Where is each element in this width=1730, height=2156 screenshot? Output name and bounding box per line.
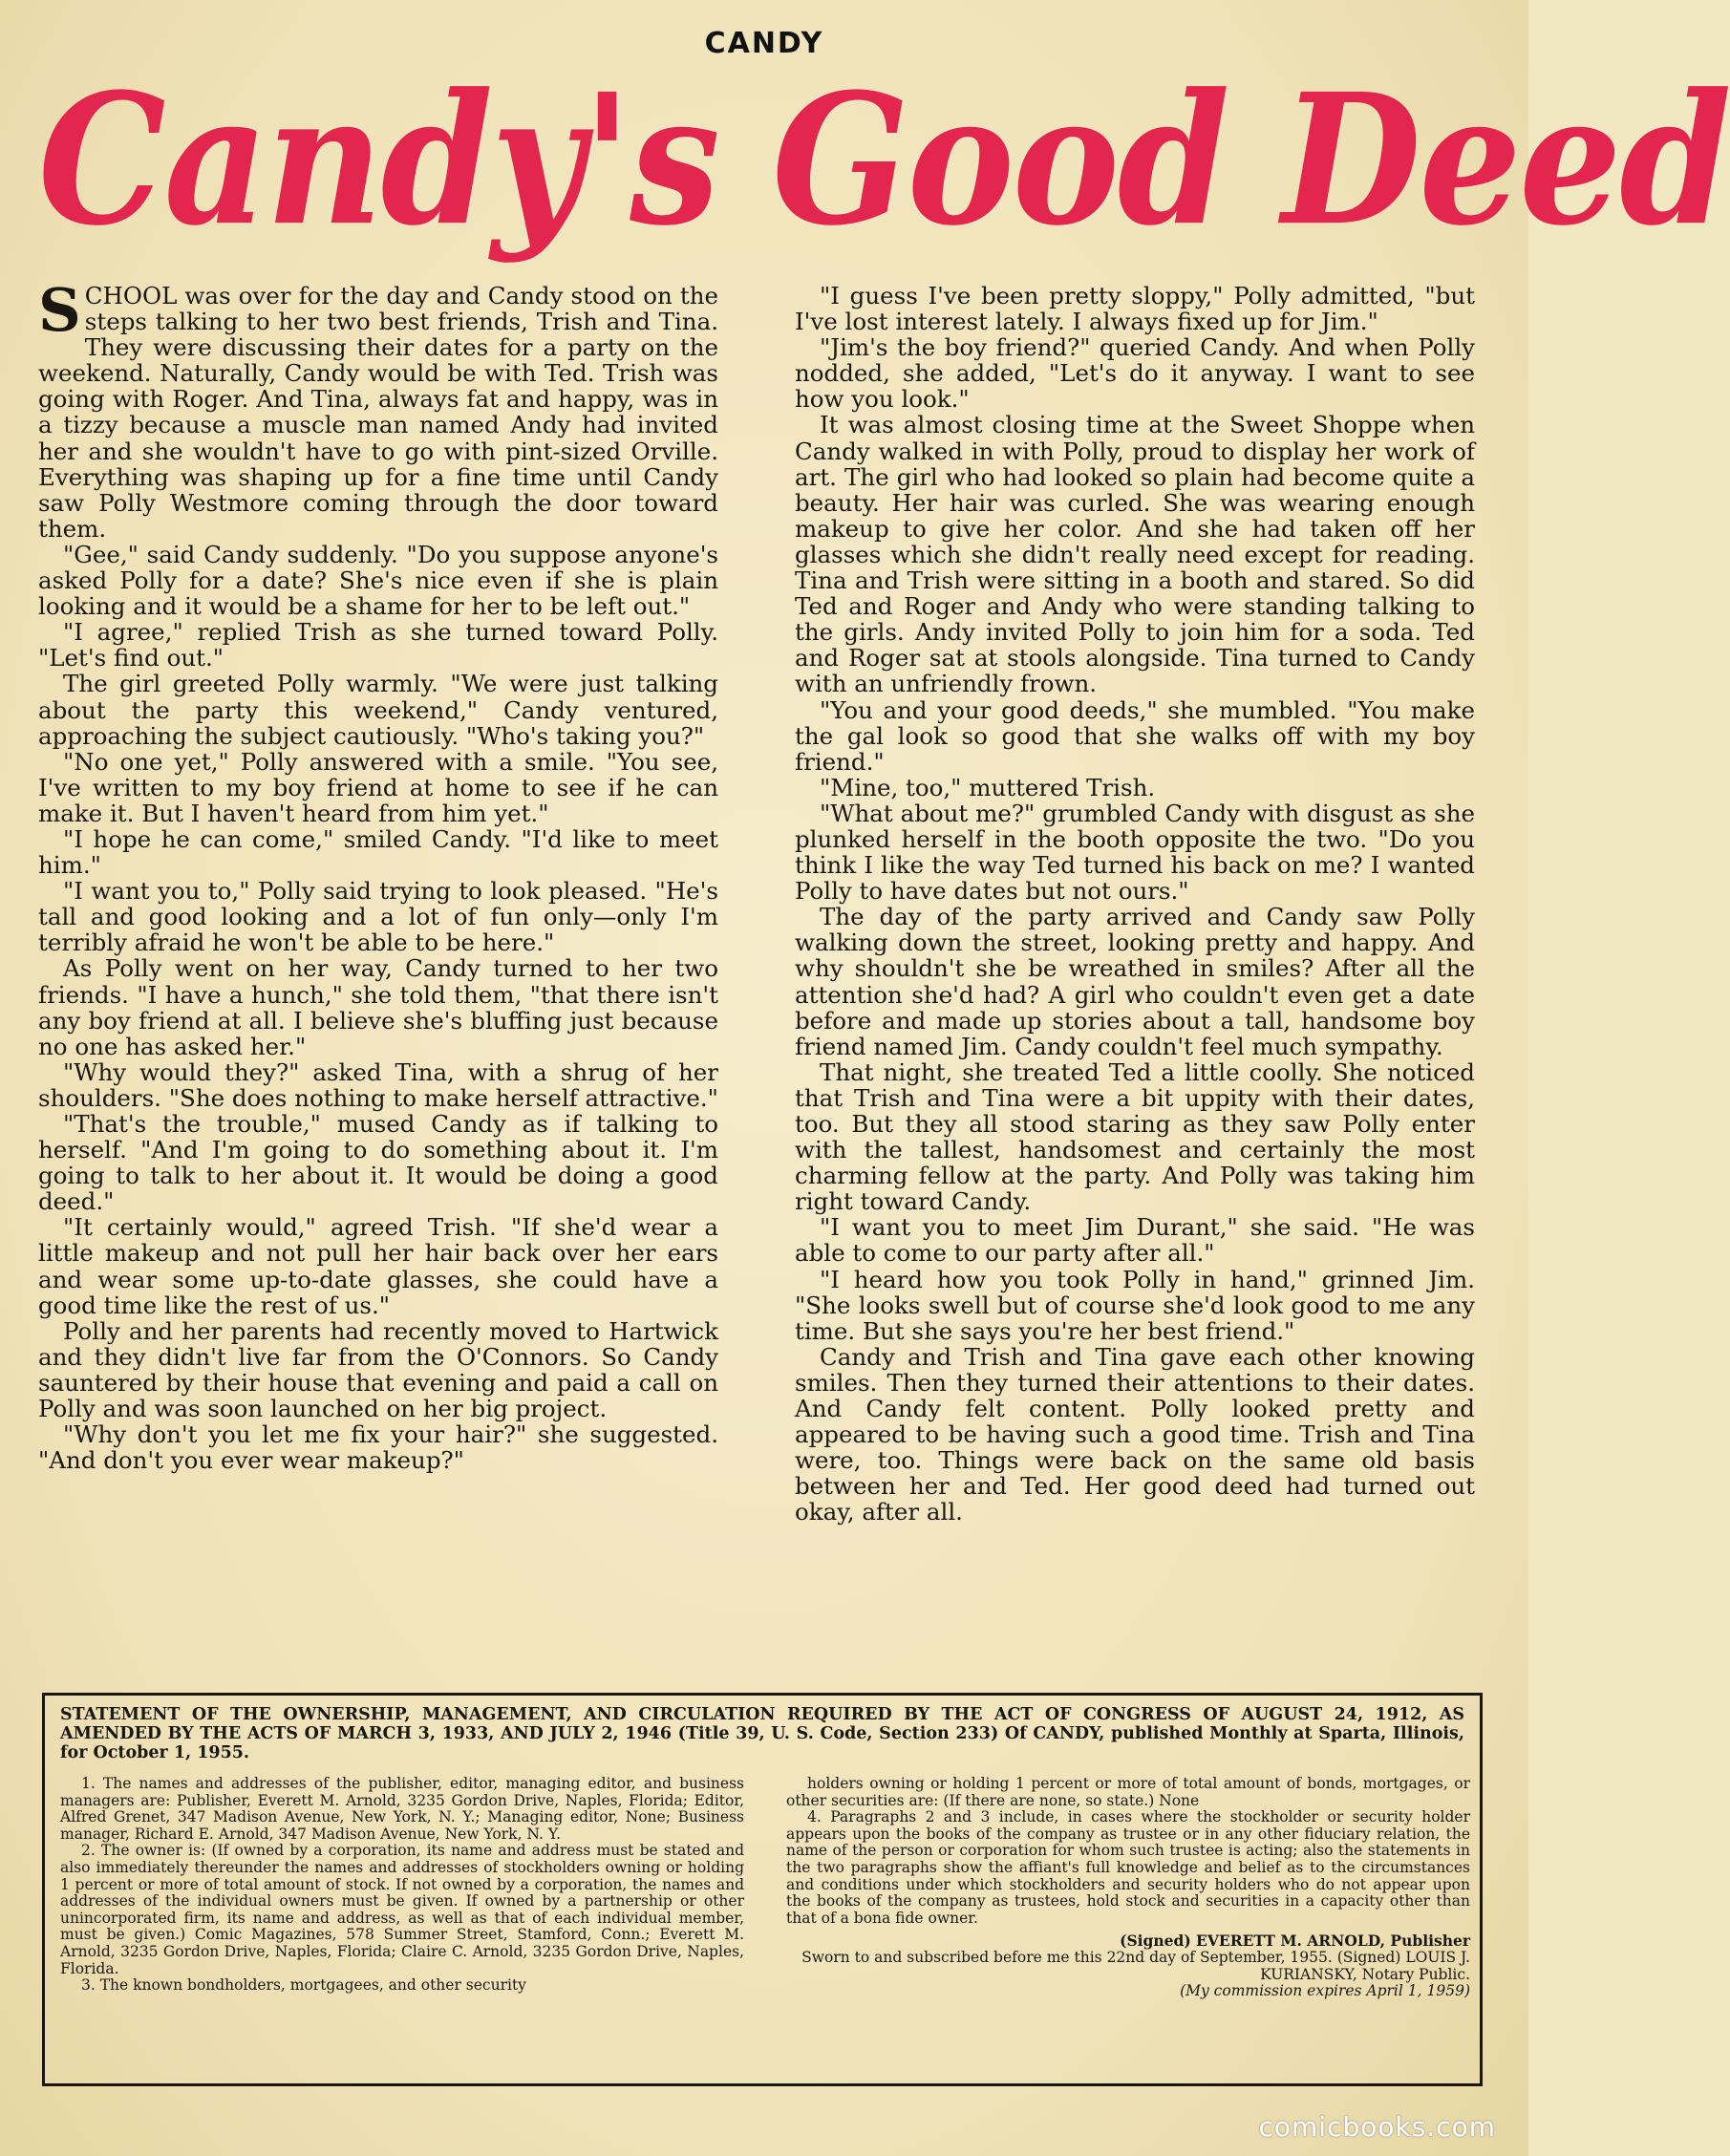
- statement-column-left: [60, 1776, 744, 1995]
- statement-heading: STATEMENT OF THE OWNERSHIP, MANAGEMENT, AND CIRCULATION REQUIRED BY THE ACT OF CONGRESS OF AUGUST 24, 1912, AS AMENDED BY THE ACTS OF MARCH 3, 1933, AND JULY 2, 1946 (Title 39, U. S. Code, Section 233) Of CANDY, published Monthly at Sparta, Illinois, for October 1, 1955.: [60, 1705, 1464, 1762]
- story-paragraph: That night, she treated Ted a little coolly. She noticed that Trish and Tina were a bit uppity with their dates, too. But they all stood staring as they saw Polly enter with the tallest, handsomest and certainly the most charming fellow at the party. And Polly was taking him right toward Candy.: [795, 1057, 1475, 1216]
- statement-columns: [60, 1775, 1470, 2076]
- masthead: CANDY: [704, 27, 824, 60]
- statement-column-right: [786, 1776, 1470, 2000]
- story-paragraph: The girl greeted Polly warmly. "We were just talking about the party this weekend," Candy ventured, approaching the subject cautiously. "Who's taking you?": [38, 670, 718, 750]
- story-column-left: [38, 275, 718, 1687]
- story-paragraph: "I agree," replied Trish as she turned toward Polly. "Let's find out.": [38, 618, 718, 672]
- publisher-signature: (Signed) EVERETT M. ARNOLD, Publisher: [1120, 1932, 1470, 1951]
- statement-paragraph: 4. Paragraphs 2 and 3 include, in cases where the stockholder or security holder appears upon the books of the company as trustee or in any other fiduciary relation, the name of the person or corporation for whom such trustee is acting; also the statements in the two paragraphs show the affiant's full knowledge and belief as to the circumstances and conditions under which stockholders and security holders who do not appear upon the books of the company as trustees, hold stock and securities in a capacity other than that of a bona fide owner.: [786, 1808, 1470, 1927]
- story-paragraph: "I guess I've been pretty sloppy," Polly admitted, "but I've lost interest lately. I always fixed up for Jim.": [795, 282, 1475, 336]
- story-paragraph: "I want you to meet Jim Durant," she said. "He was able to come to our party after all.": [795, 1213, 1475, 1268]
- commission-expiry: (My commission expires April 1, 1959): [1180, 1982, 1470, 2000]
- story-paragraph: Polly and her parents had recently moved to Hartwick and they didn't live far from the O'Connors. So Candy sauntered by their house that evening and paid a call on Polly and was soon launched on her big project.: [38, 1316, 718, 1423]
- story-paragraph: "I want you to," Polly said trying to look pleased. "He's tall and good looking and a lot of fun only—only I'm terribly afraid he won't be able to be here.": [38, 877, 718, 957]
- story-paragraph: "It certainly would," agreed Trish. "If she'd wear a little makeup and not pull her hair back over her ears and wear some up-to-date glasses, she could have a good time like the rest of us.": [38, 1213, 718, 1319]
- story-paragraph: "I hope he can come," smiled Candy. "I'd like to meet him.": [38, 824, 718, 880]
- site-watermark: comicbooks.com: [1258, 2111, 1496, 2143]
- story-paragraph: "Mine, too," muttered Trish.: [820, 773, 1156, 801]
- story-paragraph: SCHOOL was over for the day and Candy stood on the steps talking to her two best friends, Trish and Tina. They were discussing their dates for a party on the weekend. Naturally, Candy would be with Ted. Trish was going with Roger. And Tina, always fat and happy, was in a tizzy because a muscle man named Andy had invited her and she wouldn't have to go with pint-sized Orville. Everything was shaping up for a fine time until Candy saw Polly Westmore coming through the door toward them.: [38, 275, 718, 543]
- statement-paragraph: 1. The names and addresses of the publisher, editor, managing editor, and business managers are: Publisher, Everett M. Arnold, 3235 Gordon Drive, Naples, Florida; Editor, Alfred Grenet, 347 Madison Avenue, New York, N. Y.; Managing editor, None; Business manager, Richard E. Arnold, 347 Madison Avenue, New York, N. Y.: [60, 1775, 744, 1843]
- story-paragraph: Candy and Trish and Tina gave each other knowing smiles. Then they turned their attentions to their dates. And Candy felt content. Polly looked pretty and appeared to be having such a good time. Trish and Tina were, too. Things were back on the same old basis between her and Ted. Her good deed had turned out okay, after all.: [795, 1342, 1475, 1526]
- story-paragraph: The day of the party arrived and Candy saw Polly walking down the street, looking pretty and happy. And why shouldn't she be wreathed in smiles? After all the attention she'd had? A girl who couldn't even get a date before and made up stories about a tall, handsome boy friend named Jim. Candy couldn't feel much sympathy.: [795, 903, 1475, 1060]
- story-paragraph: It was almost closing time at the Sweet Shoppe when Candy walked in with Polly, proud to display her work of art. The girl who had looked so plain had become quite a beauty. Her hair was curled. She was wearing enough makeup to give her color. And she had taken off her glasses which she didn't really need except for reading. Tina and Trish were sitting in a booth and stared. So did Ted and Roger and Andy who were standing talking to the girls. Andy invited Polly to join him for a soda. Ted and Roger sat at stools alongside. Tina turned to Candy with an unfriendly frown.: [795, 411, 1475, 698]
- statement-paragraph: holders owning or holding 1 percent or more of total amount of bonds, mortgages, or other securities are: (If there are none, so state.) None: [786, 1775, 1470, 1809]
- story-paragraph: As Polly went on her way, Candy turned to her two friends. "I have a hunch," she told them, "that there isn't any boy friend at all. I believe she's bluffing just because no one has asked her.": [38, 954, 718, 1060]
- drop-cap: S: [38, 275, 81, 345]
- story-paragraph: "You and your good deeds," she mumbled. "You make the gal look so good that she walks off with my boy friend.": [795, 695, 1475, 776]
- story-paragraph: "What about me?" grumbled Candy with disgust as she plunked herself in the booth opposite the two. "Do you think I like the way Ted turned his back on me? I wanted Polly to have dates but not ours.": [795, 799, 1475, 906]
- story-paragraph: "That's the trouble," mused Candy as if talking to herself. "And I'm going to do something about it. I'm going to talk to her about it. It would be doing a good deed.": [38, 1110, 718, 1216]
- statement-paragraph: 2. The owner is: (If owned by a corporation, its name and address must be stated and also immediately thereunder the names and addresses of stockholders owning or holding 1 percent or more of total amount of stock. If not owned by a corporation, the names and addresses of the individual owners must be given. If owned by a partnership or other unincorporated firm, its name and address, as well as that of each individual member, must be given.) Comic Magazines, 578 Summer Street, Stamford, Conn.; Everett M. Arnold, 3235 Gordon Drive, Naples, Florida; Claire C. Arnold, 3235 Gordon Drive, Naples, Florida.: [60, 1842, 744, 1977]
- statement-paragraph: 3. The known bondholders, mortgagees, and other security: [81, 1976, 526, 1995]
- notary-sworn-line: Sworn to and subscribed before me this 22nd day of September, 1955. (Signed) LOUIS J. KURIANSKY, Notary Public.: [801, 1948, 1470, 1983]
- story-paragraph: "I heard how you took Polly in hand," grinned Jim. "She looks swell but of course she'd look good to me any time. But she says you're her best friend.": [795, 1265, 1475, 1345]
- story-paragraph: "No one yet," Polly answered with a smile. "You see, I've written to my boy friend at home to see if he can make it. But I haven't heard from him yet.": [38, 747, 718, 827]
- story-paragraph: "Gee," said Candy suddenly. "Do you suppose anyone's asked Polly for a date? She's nice even if she is plain looking and it would be a shame for her to be left out.": [38, 540, 718, 621]
- story-title: Candy's Good Deed: [38, 53, 1730, 266]
- ownership-statement-box: [42, 1693, 1483, 2086]
- story-column-right: [795, 283, 1475, 1687]
- story-paragraph: "Why would they?" asked Tina, with a shrug of her shoulders. "She does nothing to make herself attractive.": [38, 1057, 718, 1112]
- story-paragraph: "Why don't you let me fix your hair?" she suggested. "And don't you ever wear makeup?": [38, 1420, 718, 1475]
- story-paragraph: "Jim's the boy friend?" queried Candy. And when Polly nodded, she added, "Let's do it anyway. I want to see how you look.": [795, 333, 1475, 414]
